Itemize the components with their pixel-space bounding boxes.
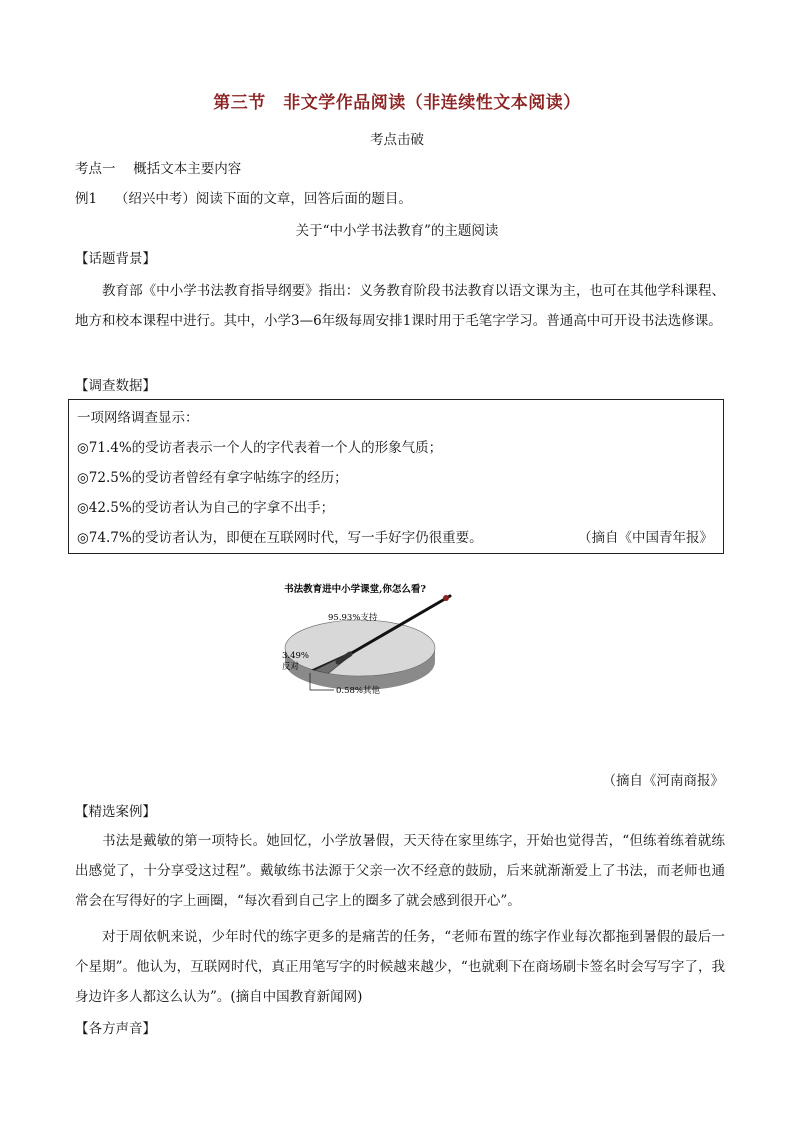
chart-title: 书法教育进中小学课堂,你怎么看? bbox=[284, 584, 426, 595]
exam-point: 考点一 概括文本主要内容 bbox=[75, 161, 242, 177]
label-support: 95.93%支持 bbox=[328, 613, 378, 623]
survey-source: （摘自《中国青年报》 bbox=[578, 530, 713, 546]
survey-intro: 一项网络调查显示： bbox=[77, 410, 199, 426]
label-against-value: 3.49% bbox=[282, 651, 310, 661]
case-paragraph-2: 对于周依帆来说，少年时代的练字更多的是痛苦的任务，“老师布置的练字作业每次都拖到暑假的最后一个星期”。他认为，互联网时代，真正用笔写字的时候越来越少，“也就剩下在商场刷卡签名时会写写字了，我身边许多人都这么认为”。(摘自中国教育新闻网) bbox=[75, 929, 725, 1005]
article-title: 关于“中小学书法教育”的主题阅读 bbox=[295, 223, 499, 239]
case-paragraph-1: 书法是戴敏的第一项特长。她回忆，小学放暑假，天天待在家里练字，开始也觉得苦，“但练着练着就练出感觉了，十分享受这过程”。戴敏练书法源于父亲一次不经意的鼓励，后来就渐渐爱上了书法，而老师也通常会在写得好的字上画圈，“每次看到自己字上的圈多了就会感到很开心”。 bbox=[75, 833, 725, 909]
label-against-name: 反对 bbox=[282, 662, 300, 672]
label-other: 0.58%其他 bbox=[336, 686, 381, 696]
survey-item: ◎42.5%的受访者认为自己的字拿不出手； bbox=[77, 500, 335, 516]
survey-heading: 【调查数据】 bbox=[75, 378, 156, 394]
page-title: 第三节 非文学作品阅读（非连续性文本阅读） bbox=[213, 93, 581, 113]
pie-chart bbox=[250, 578, 470, 718]
survey-item: ◎72.5%的受访者曾经有拿字帖练字的经历； bbox=[77, 470, 348, 486]
background-paragraph: 教育部《中小学书法教育指导纲要》指出：义务教育阶段书法教育以语文课为主，也可在其他学科课程、地方和校本课程中进行。其中，小学3—6年级每周安排1课时用于毛笔字学习。普通高中可开设书法选修课。 bbox=[75, 283, 725, 329]
example-line: 例1 （绍兴中考）阅读下面的文章，回答后面的题目。 bbox=[75, 191, 412, 207]
survey-item: ◎71.4%的受访者表示一个人的字代表着一个人的形象气质； bbox=[77, 440, 443, 456]
survey-item: ◎74.7%的受访者认为，即便在互联网时代，写一手好字仍很重要。 bbox=[77, 530, 483, 546]
voices-heading: 【各方声音】 bbox=[75, 1021, 156, 1037]
cases-heading: 【精选案例】 bbox=[75, 804, 156, 820]
chart-source: （摘自《河南商报》 bbox=[602, 773, 724, 789]
section-subtitle: 考点击破 bbox=[370, 132, 424, 148]
background-heading: 【话题背景】 bbox=[75, 251, 156, 267]
survey-box bbox=[68, 399, 724, 554]
